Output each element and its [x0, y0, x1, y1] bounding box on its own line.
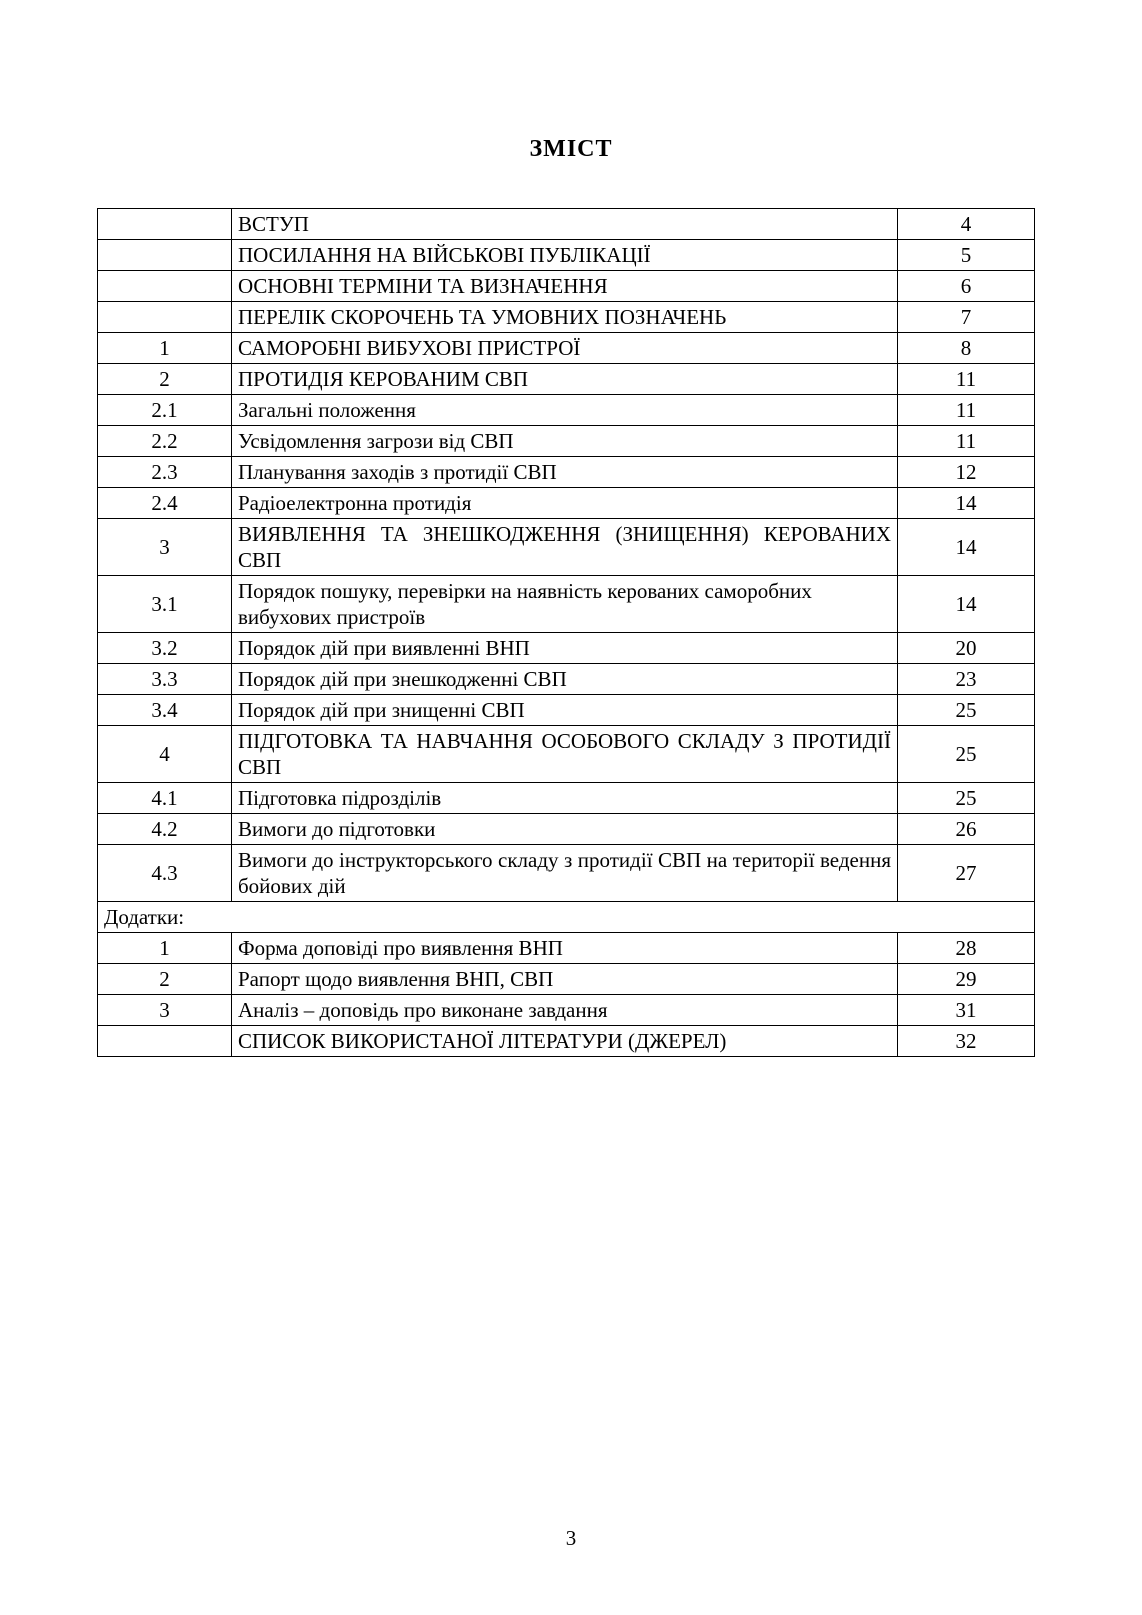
toc-entry-title: ПЕРЕЛІК СКОРОЧЕНЬ ТА УМОВНИХ ПОЗНАЧЕНЬ [232, 302, 898, 333]
page-title: ЗМІСТ [529, 136, 613, 162]
toc-entry-number: 2 [98, 364, 232, 395]
toc-entry-number [98, 271, 232, 302]
toc-entry-page: 20 [898, 633, 1035, 664]
toc-entry-title: Радіоелектронна протидія [232, 488, 898, 519]
toc-entry-page: 14 [898, 488, 1035, 519]
toc-entry-number: 1 [98, 933, 232, 964]
page-number: 3 [565, 1526, 577, 1550]
toc-entry-number: 2.1 [98, 395, 232, 426]
toc-row [98, 1026, 1035, 1057]
toc-entry-title: ПІДГОТОВКА ТА НАВЧАННЯ ОСОБОВОГО СКЛАДУ З ПРОТИДІЇ СВП [232, 726, 898, 783]
toc-row [98, 302, 1035, 333]
toc-entry-title: Аналіз – доповідь про виконане завдання [232, 995, 898, 1026]
toc-row [98, 995, 1035, 1026]
toc-entry-page: 11 [898, 426, 1035, 457]
toc-entry-number [98, 209, 232, 240]
toc-entry-page: 6 [898, 271, 1035, 302]
toc-entry-title: Рапорт щодо виявлення ВНП, СВП [232, 964, 898, 995]
toc-entry-number: 2.2 [98, 426, 232, 457]
toc-row [98, 814, 1035, 845]
toc-row [98, 633, 1035, 664]
toc-entry-number: 3.1 [98, 576, 232, 633]
toc-entry-title: Порядок дій при знешкодженні СВП [232, 664, 898, 695]
toc-entry-page: 11 [898, 364, 1035, 395]
toc-entry-number: 3.3 [98, 664, 232, 695]
toc-entry-page: 29 [898, 964, 1035, 995]
toc-entry-number: 2 [98, 964, 232, 995]
toc-row [98, 519, 1035, 576]
toc-row [98, 845, 1035, 902]
toc-row [98, 364, 1035, 395]
toc-entry-title: ОСНОВНІ ТЕРМІНИ ТА ВИЗНАЧЕННЯ [232, 271, 898, 302]
toc-entry-page: 14 [898, 519, 1035, 576]
toc-entry-page: 8 [898, 333, 1035, 364]
toc-table [97, 208, 1035, 1057]
toc-entry-page: 5 [898, 240, 1035, 271]
toc-entry-page: 4 [898, 209, 1035, 240]
toc-section-label: Додатки: [98, 902, 1035, 933]
toc-entry-page: 11 [898, 395, 1035, 426]
toc-entry-title: Усвідомлення загрози від СВП [232, 426, 898, 457]
toc-entry-number: 4 [98, 726, 232, 783]
toc-entry-page: 14 [898, 576, 1035, 633]
toc-entry-page: 32 [898, 1026, 1035, 1057]
toc-row [98, 333, 1035, 364]
toc-section-row [98, 902, 1035, 933]
toc-entry-page: 26 [898, 814, 1035, 845]
toc-entry-title: Підготовка підрозділів [232, 783, 898, 814]
toc-row [98, 783, 1035, 814]
toc-entry-number: 4.1 [98, 783, 232, 814]
toc-entry-page: 7 [898, 302, 1035, 333]
toc-row [98, 457, 1035, 488]
toc-entry-number: 4.3 [98, 845, 232, 902]
toc-row [98, 695, 1035, 726]
toc-entry-title: ВИЯВЛЕННЯ ТА ЗНЕШКОДЖЕННЯ (ЗНИЩЕННЯ) КЕРОВАНИХ СВП [232, 519, 898, 576]
toc-row [98, 271, 1035, 302]
toc-entry-title: Форма доповіді про виявлення ВНП [232, 933, 898, 964]
toc-entry-number: 3 [98, 995, 232, 1026]
toc-entry-number [98, 302, 232, 333]
toc-entry-number [98, 240, 232, 271]
toc-entry-title: СПИСОК ВИКОРИСТАНОЇ ЛІТЕРАТУРИ (ДЖЕРЕЛ) [232, 1026, 898, 1057]
toc-row [98, 395, 1035, 426]
toc-entry-page: 12 [898, 457, 1035, 488]
toc-entry-page: 27 [898, 845, 1035, 902]
toc-entry-title: Порядок дій при знищенні СВП [232, 695, 898, 726]
toc-entry-title: Вимоги до підготовки [232, 814, 898, 845]
toc-row [98, 576, 1035, 633]
toc-entry-title: Вимоги до інструкторського складу з протидії СВП на території ведення бойових дій [232, 845, 898, 902]
toc-entry-page: 25 [898, 695, 1035, 726]
toc-entry-page: 25 [898, 783, 1035, 814]
toc-entry-number: 3.2 [98, 633, 232, 664]
toc-row [98, 240, 1035, 271]
toc-entry-number: 2.3 [98, 457, 232, 488]
toc-entry-title: Порядок пошуку, перевірки на наявність керованих саморобних вибухових пристроїв [232, 576, 898, 633]
toc-entry-number: 1 [98, 333, 232, 364]
toc-row [98, 664, 1035, 695]
toc-entry-title: Загальні положення [232, 395, 898, 426]
toc-entry-title: ПОСИЛАННЯ НА ВІЙСЬКОВІ ПУБЛІКАЦІЇ [232, 240, 898, 271]
toc-entry-number: 2.4 [98, 488, 232, 519]
toc-row [98, 209, 1035, 240]
toc-entry-title: ВСТУП [232, 209, 898, 240]
toc-entry-number [98, 1026, 232, 1057]
toc-entry-page: 25 [898, 726, 1035, 783]
toc-entry-title: Порядок дій при виявленні ВНП [232, 633, 898, 664]
toc-entry-page: 23 [898, 664, 1035, 695]
toc-entry-title: САМОРОБНІ ВИБУХОВІ ПРИСТРОЇ [232, 333, 898, 364]
toc-entry-number: 3 [98, 519, 232, 576]
toc-row [98, 933, 1035, 964]
toc-row [98, 964, 1035, 995]
toc-row [98, 488, 1035, 519]
toc-entry-number: 4.2 [98, 814, 232, 845]
toc-entry-title: Планування заходів з протидії СВП [232, 457, 898, 488]
toc-entry-page: 28 [898, 933, 1035, 964]
toc-entry-number: 3.4 [98, 695, 232, 726]
toc-row [98, 426, 1035, 457]
toc-row [98, 726, 1035, 783]
toc-entry-page: 31 [898, 995, 1035, 1026]
toc-entry-title: ПРОТИДІЯ КЕРОВАНИМ СВП [232, 364, 898, 395]
